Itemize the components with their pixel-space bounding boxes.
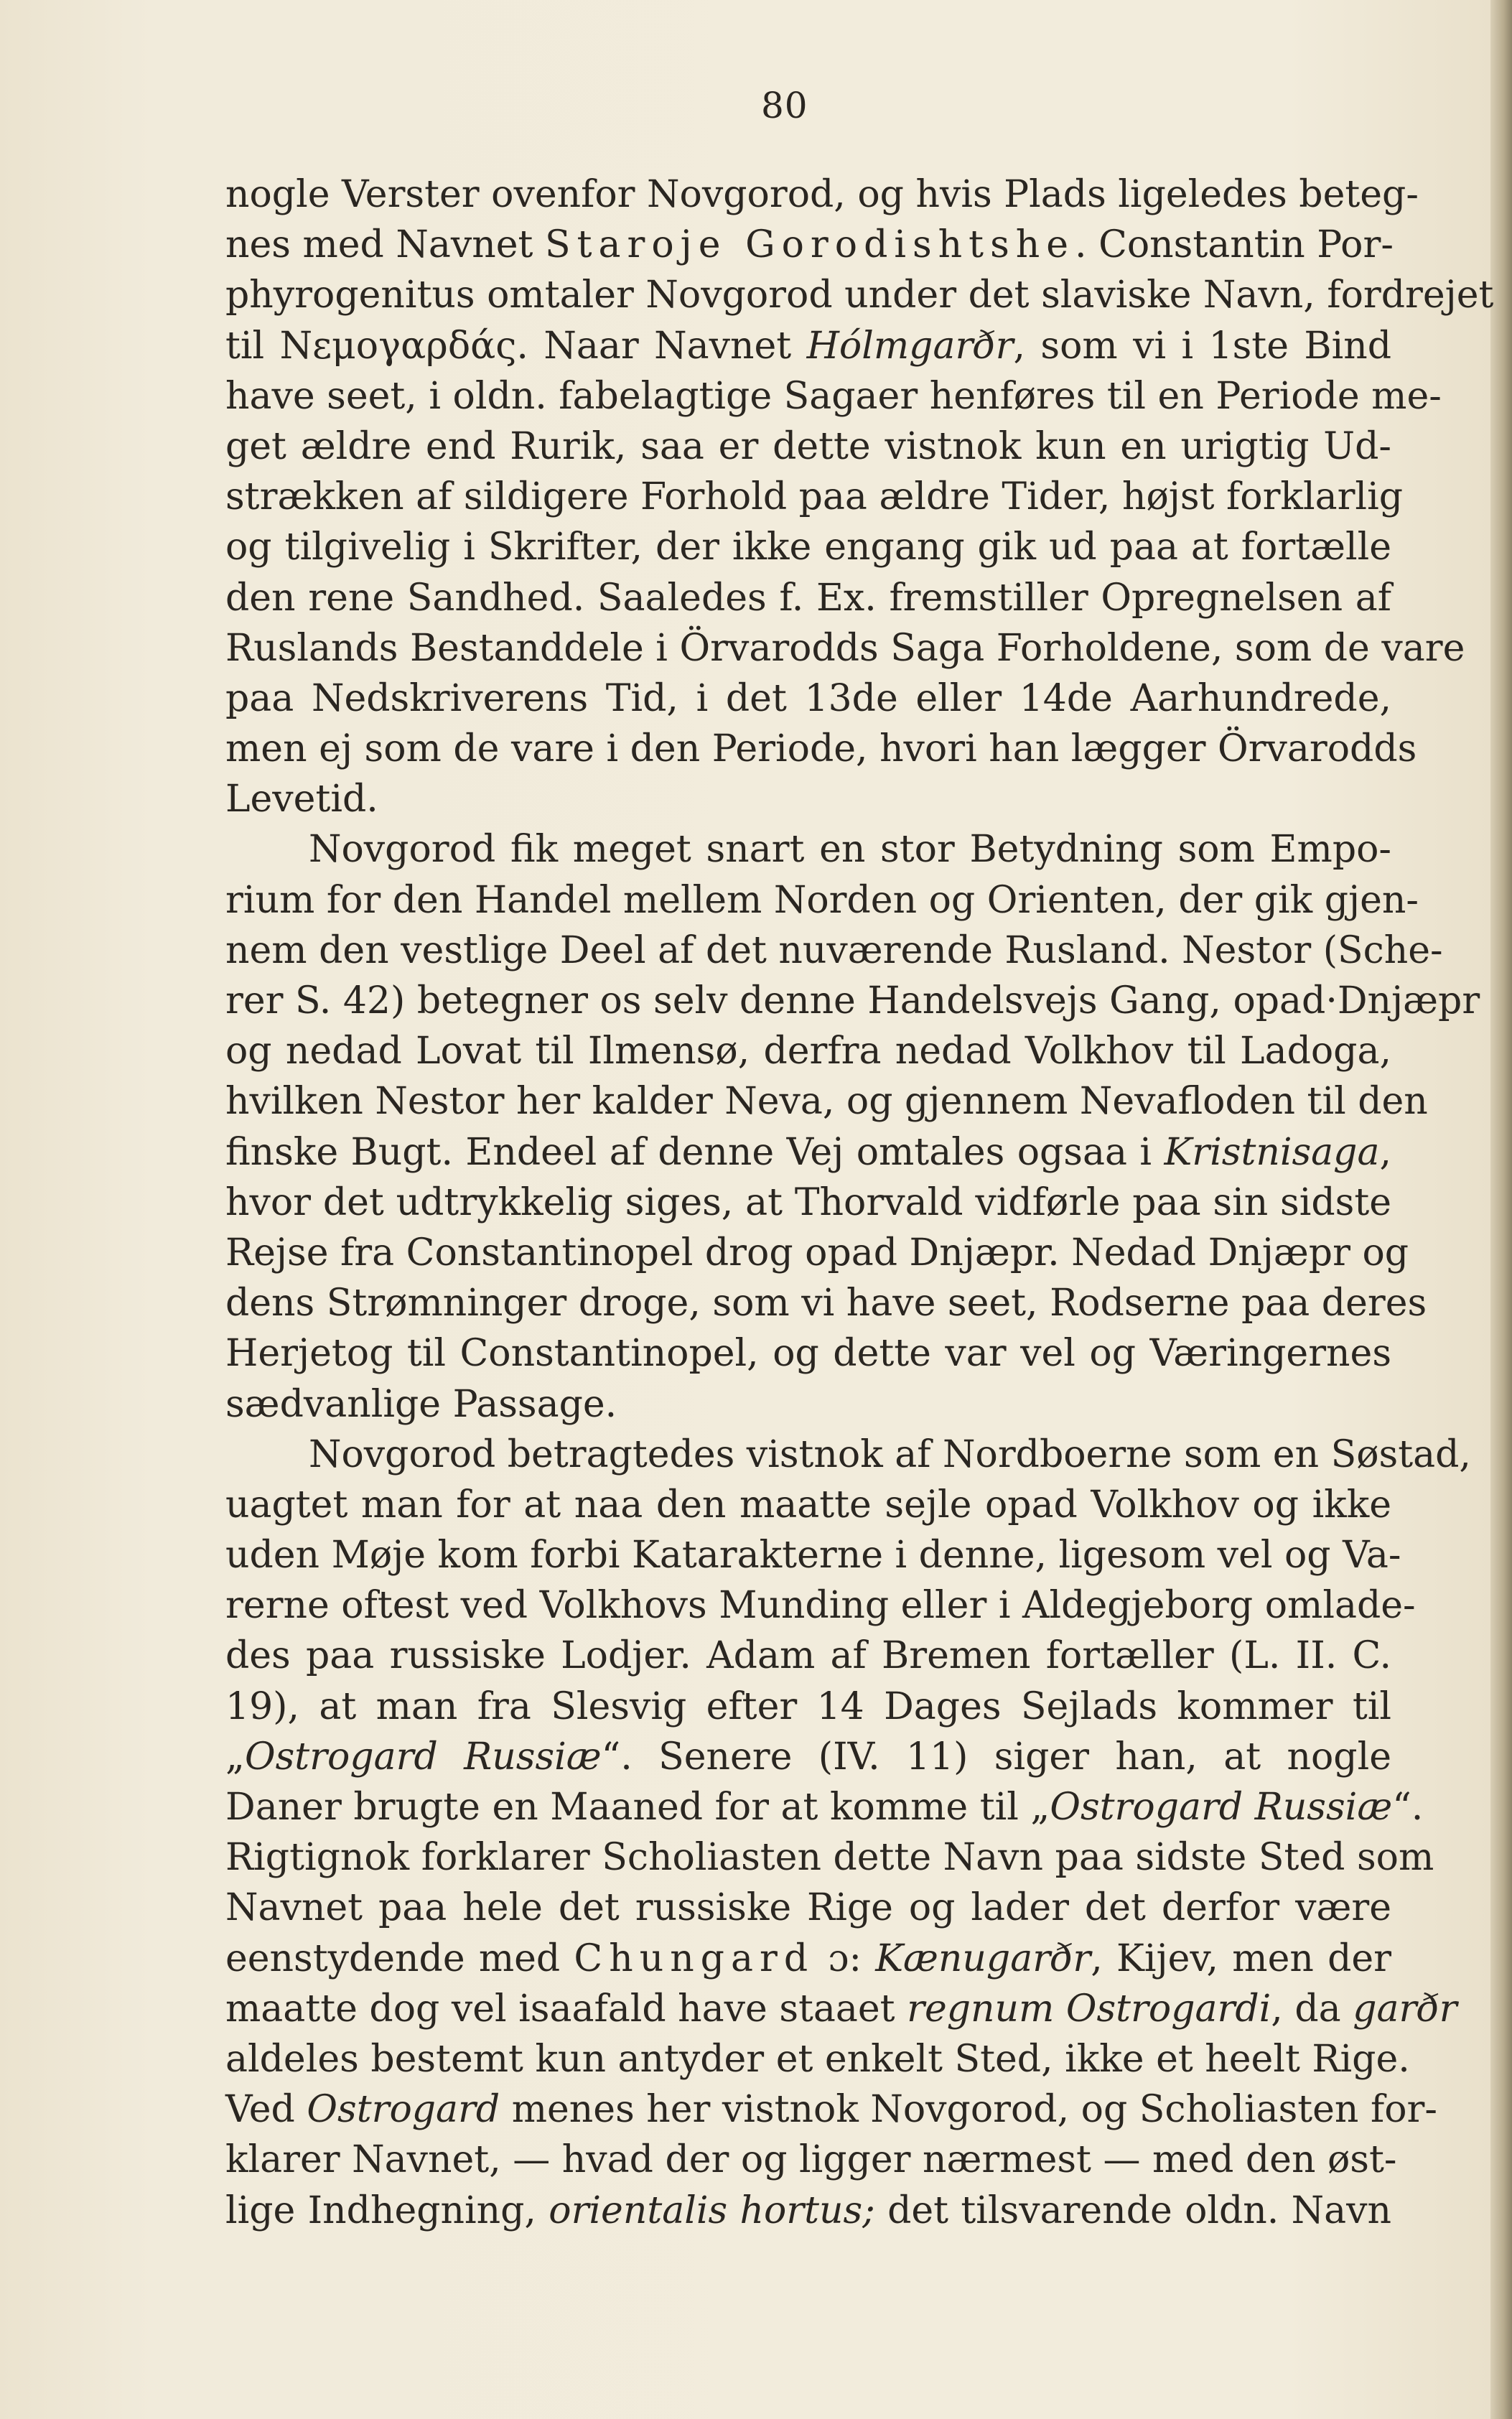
text-line (225, 2186, 1391, 2236)
text-line (225, 1178, 1391, 1228)
text-line (225, 1682, 1391, 1732)
text-line (225, 1832, 1434, 1883)
text-line (225, 1127, 1391, 1178)
line-text: strækken af sildigere Forhold paa ældre Tider, højst forklarlig (225, 475, 1403, 519)
text-line (225, 926, 1443, 976)
line-text: den rene Sandhed. Saaledes f. Ex. fremstiller Opregnelsen af (225, 576, 1391, 620)
line-text: get ældre end Rurik, saa er dette vistnok kun en urigtig Ud- (225, 424, 1391, 468)
line-text: nogle Verster ovenfor Novgorod, og hvis Plads ligeledes beteg- (225, 173, 1419, 216)
line-text: Novgorod betragtedes vistnok af Nordboerne som en Søstad, (309, 1432, 1471, 1476)
line-text: dens Strømninger droge, som vi have seet, Rodserne paa deres (225, 1282, 1427, 1325)
line-text: “. Senere (IV. 11) siger han, at nogle (601, 1735, 1391, 1779)
line-text: , da (1271, 1987, 1353, 2031)
text-line (225, 724, 1417, 774)
line-text: Novgorod fik meget snart en stor Betydning som Empo- (309, 828, 1391, 872)
line-text: og nedad Lovat til Ilmensø, derfra nedad Volkhov til Ladoga, (225, 1030, 1391, 1073)
text-line (225, 1580, 1416, 1631)
line-text: lige Indhegning, (225, 2189, 549, 2232)
spaced-name: Staroje Gorodishtshe (544, 223, 1075, 267)
line-text: ɔ: (814, 1936, 876, 1980)
line-text: og tilgivelig i Skrifter, der ikke engang gik ud paa at fortælle (225, 526, 1391, 569)
text-line (225, 1278, 1427, 1328)
italic-term: garðr (1353, 1987, 1457, 2031)
italic-term: Kristnisaga (1164, 1130, 1380, 1174)
text-line (225, 2084, 1437, 2135)
line-text: “. (1392, 1786, 1424, 1829)
line-text: Herjetog til Constantinopel, og dette var vel og Væringernes (225, 1332, 1391, 1376)
text-line (225, 573, 1391, 623)
line-text: , som vi i 1ste Bind (1013, 324, 1391, 368)
line-text: uden Møje kom forbi Katarakterne i denne, ligesom vel og Va- (225, 1534, 1401, 1577)
italic-term: Ostrogard Russiæ (1050, 1786, 1393, 1829)
line-text: des paa russiske Lodjer. Adam af Bremen fortæller (L. II. C. (225, 1634, 1391, 1678)
greek-word: Νεμογαρδάς (279, 324, 517, 368)
line-text: Rejse fra Constantinopel drog opad Dnjæpr. Nedad Dnjæpr og (225, 1231, 1409, 1274)
line-text: men ej som de vare i den Periode, hvori han lægger Örvarodds (225, 727, 1417, 771)
text-line (225, 1328, 1391, 1379)
text-line (225, 1883, 1391, 1933)
line-text: Ved (225, 2088, 307, 2132)
text-line (225, 270, 1494, 320)
line-text: Rigtignok forklarer Scholiasten dette Navn paa sidste Sted som (225, 1836, 1434, 1880)
line-text: nes med Navnet (225, 223, 545, 267)
text-line (225, 371, 1442, 421)
line-text: Levetid. (225, 778, 378, 821)
text-line (225, 1530, 1401, 1580)
line-text: . Constantin Por- (1075, 223, 1394, 267)
text-line (225, 321, 1391, 371)
text-line (225, 2135, 1397, 2185)
text-line (225, 623, 1465, 674)
text-line (225, 169, 1419, 220)
line-text: paa Nedskriverens Tid, i det 13de eller 14de Aarhundrede, (225, 676, 1391, 720)
text-line (225, 522, 1391, 572)
spaced-name: Chungard (574, 1936, 815, 1980)
line-text: menes her vistnok Novgorod, og Scholiasten for- (500, 2088, 1437, 2132)
text-line (225, 472, 1403, 522)
line-text: rer S. 42) betegner os selv denne Handelsvejs Gang, opad·Dnjæpr (225, 979, 1480, 1022)
text-line (225, 1782, 1424, 1832)
line-text: rium for den Handel mellem Norden og Orienten, der gik gjen- (225, 878, 1419, 922)
line-text: 19), at man fra Slesvig efter 14 Dages Sejlads kommer til (225, 1684, 1391, 1728)
text-line (225, 1480, 1391, 1530)
text-line (225, 1732, 1391, 1782)
book-edge (1490, 0, 1512, 2419)
text-line (225, 976, 1480, 1026)
italic-term: Kænugarðr (875, 1936, 1091, 1980)
page-number: 80 (761, 85, 808, 126)
italic-term: Ostrogard (307, 2088, 500, 2132)
line-text: rerne oftest ved Volkhovs Munding eller i Aldegjeborg omlade- (225, 1584, 1416, 1628)
italic-term: orientalis hortus; (549, 2189, 875, 2232)
text-line (225, 1026, 1391, 1076)
line-text: „ (225, 1735, 245, 1779)
line-text: aldeles bestemt kun antyder et enkelt Sted, ikke et heelt Rige. (225, 2037, 1410, 2081)
line-text: finske Bugt. Endeel af denne Vej omtales ogsaa i (225, 1130, 1165, 1174)
line-text: , (1379, 1130, 1391, 1174)
paragraph-end-line (225, 1379, 1391, 1430)
line-text: phyrogenitus omtaler Novgorod under det slaviske Navn, fordrejet (225, 274, 1494, 317)
paragraph-end-line (225, 774, 1391, 824)
text-line (225, 2034, 1410, 2084)
line-text: hvilken Nestor her kalder Neva, og gjennem Nevafloden til den (225, 1080, 1428, 1124)
line-text: sædvanlige Passage. (225, 1382, 617, 1426)
line-text: Daner brugte en Maaned for at komme til „ (225, 1786, 1050, 1829)
italic-term: Ostrogard Russiæ (244, 1735, 602, 1779)
text-line (225, 674, 1391, 724)
line-text: eenstydende med (225, 1936, 574, 1980)
line-text: Ruslands Bestanddele i Örvarodds Saga Forholdene, som de vare (225, 626, 1465, 670)
line-text: , Kijev, men der (1091, 1936, 1391, 1980)
line-text: hvor det udtrykkelig siges, at Thorvald vidførle paa sin sidste (225, 1180, 1391, 1224)
text-line (225, 220, 1394, 270)
italic-term: Hólmgarðr (806, 324, 1014, 368)
text-line (225, 1934, 1391, 1984)
text-line (225, 1076, 1428, 1127)
line-text: have seet, i oldn. fabelagtige Sagaer henføres til en Periode me- (225, 374, 1442, 418)
body-text (225, 169, 1494, 2236)
text-line (225, 875, 1419, 926)
line-text: til (225, 324, 280, 368)
text-line (225, 1631, 1391, 1681)
paragraph-start-line (225, 824, 1391, 875)
text-line (225, 1984, 1457, 2034)
italic-term: regnum Ostrogardi (907, 1987, 1271, 2031)
line-text: . Naar Navnet (516, 324, 807, 368)
paragraph-start-line (225, 1430, 1471, 1480)
text-line (225, 1228, 1409, 1278)
line-text: Navnet paa hele det russiske Rige og lader det derfor være (225, 1886, 1391, 1930)
line-text: uagtet man for at naa den maatte sejle opad Volkhov og ikke (225, 1483, 1391, 1527)
line-text: klarer Navnet, — hvad der og ligger nærmest — med den øst- (225, 2138, 1397, 2182)
line-text: maatte dog vel isaafald have staaet (225, 1987, 907, 2031)
text-line (225, 421, 1391, 472)
line-text: det tilsvarende oldn. Navn (874, 2189, 1392, 2232)
line-text: nem den vestlige Deel af det nuværende Rusland. Nestor (Sche- (225, 928, 1443, 972)
